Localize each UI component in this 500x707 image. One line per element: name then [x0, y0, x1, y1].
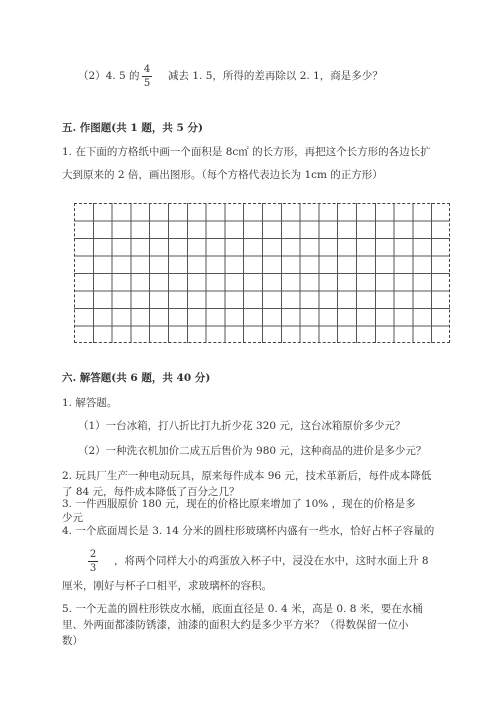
section6-q3-line2: 少元: [62, 512, 83, 524]
q4-fraction-numerator: 2: [89, 549, 97, 560]
q4-fraction: [88, 549, 98, 574]
section6-q2-line2: 了 84 元，每件成本降低了百分之几？: [62, 486, 240, 498]
section6-q2-line1: 2. 玩具厂生产一种电动玩具，原来每件成本 96 元，技术革新后，每件成本降低: [62, 470, 432, 482]
q2-prefix: （2）4. 5 的: [78, 70, 140, 82]
section6-q4-line1: 4. 一个底面周长是 3. 14 分米的圆柱形玻璃杯内盛有一些水，恰好占杯子容量的: [62, 525, 435, 537]
section5-q1-line2: 大到原来的 2 倍，画出图形。（每个方格代表边长为 1cm 的正方形）: [62, 169, 383, 181]
q2-fraction-bar: [142, 76, 152, 77]
section6-q4-line2: ，将两个同样大小的鸡蛋放入杯子中，浸没在水中，这时水面上升 8: [114, 555, 429, 567]
q2-fraction-numerator: 4: [143, 64, 151, 75]
section5-heading: 五. 作图题(共 1 题，共 5 分): [62, 122, 203, 134]
q2-fraction: [142, 64, 152, 89]
section6-q1-sub2: （2）一种洗衣机加价二成五后售价为 980 元，这种商品的进价是多少元？: [78, 445, 427, 457]
section6-q5-line3: 数）: [62, 635, 83, 647]
section6-q5-line1: 5. 一个无盖的圆柱形铁皮水桶，底面直径是 0. 4 米，高是 0. 8 米，要在水桶: [62, 603, 423, 615]
section6-q1-sub1: （1）一台冰箱，打八折比打九折少花 320 元，这台冰箱原价多少元？: [78, 420, 406, 432]
q2-fraction-denominator: 5: [143, 78, 151, 89]
q4-fraction-denominator: 3: [89, 563, 97, 574]
section6-heading: 六. 解答题(共 6 题，共 40 分): [62, 372, 211, 384]
q2-suffix: 减去 1. 5，所得的差再除以 2. 1，商是多少？: [168, 70, 383, 82]
q4-fraction-bar: [88, 561, 98, 562]
section5-q1-line1: 1. 在下面的方格纸中画一个面积是 8c㎡ 的长方形，再把这个长方形的各边长扩: [62, 146, 431, 158]
section6-q3-line1: 3. 一件西服原价 180 元，现在的价格比原来增加了 10% ，现在的价格是多: [62, 498, 416, 510]
section6-q4-line3: 厘米，刚好与杯子口相平，求玻璃杯的容积。: [62, 580, 272, 592]
drawing-grid[interactable]: [74, 203, 450, 343]
section6-q5-line2: 里、外两面都漆防锈漆，油漆的面积大约是多少平方米？（得数保留一位小: [62, 619, 409, 631]
section6-q1: 1. 解答题。: [62, 397, 118, 409]
